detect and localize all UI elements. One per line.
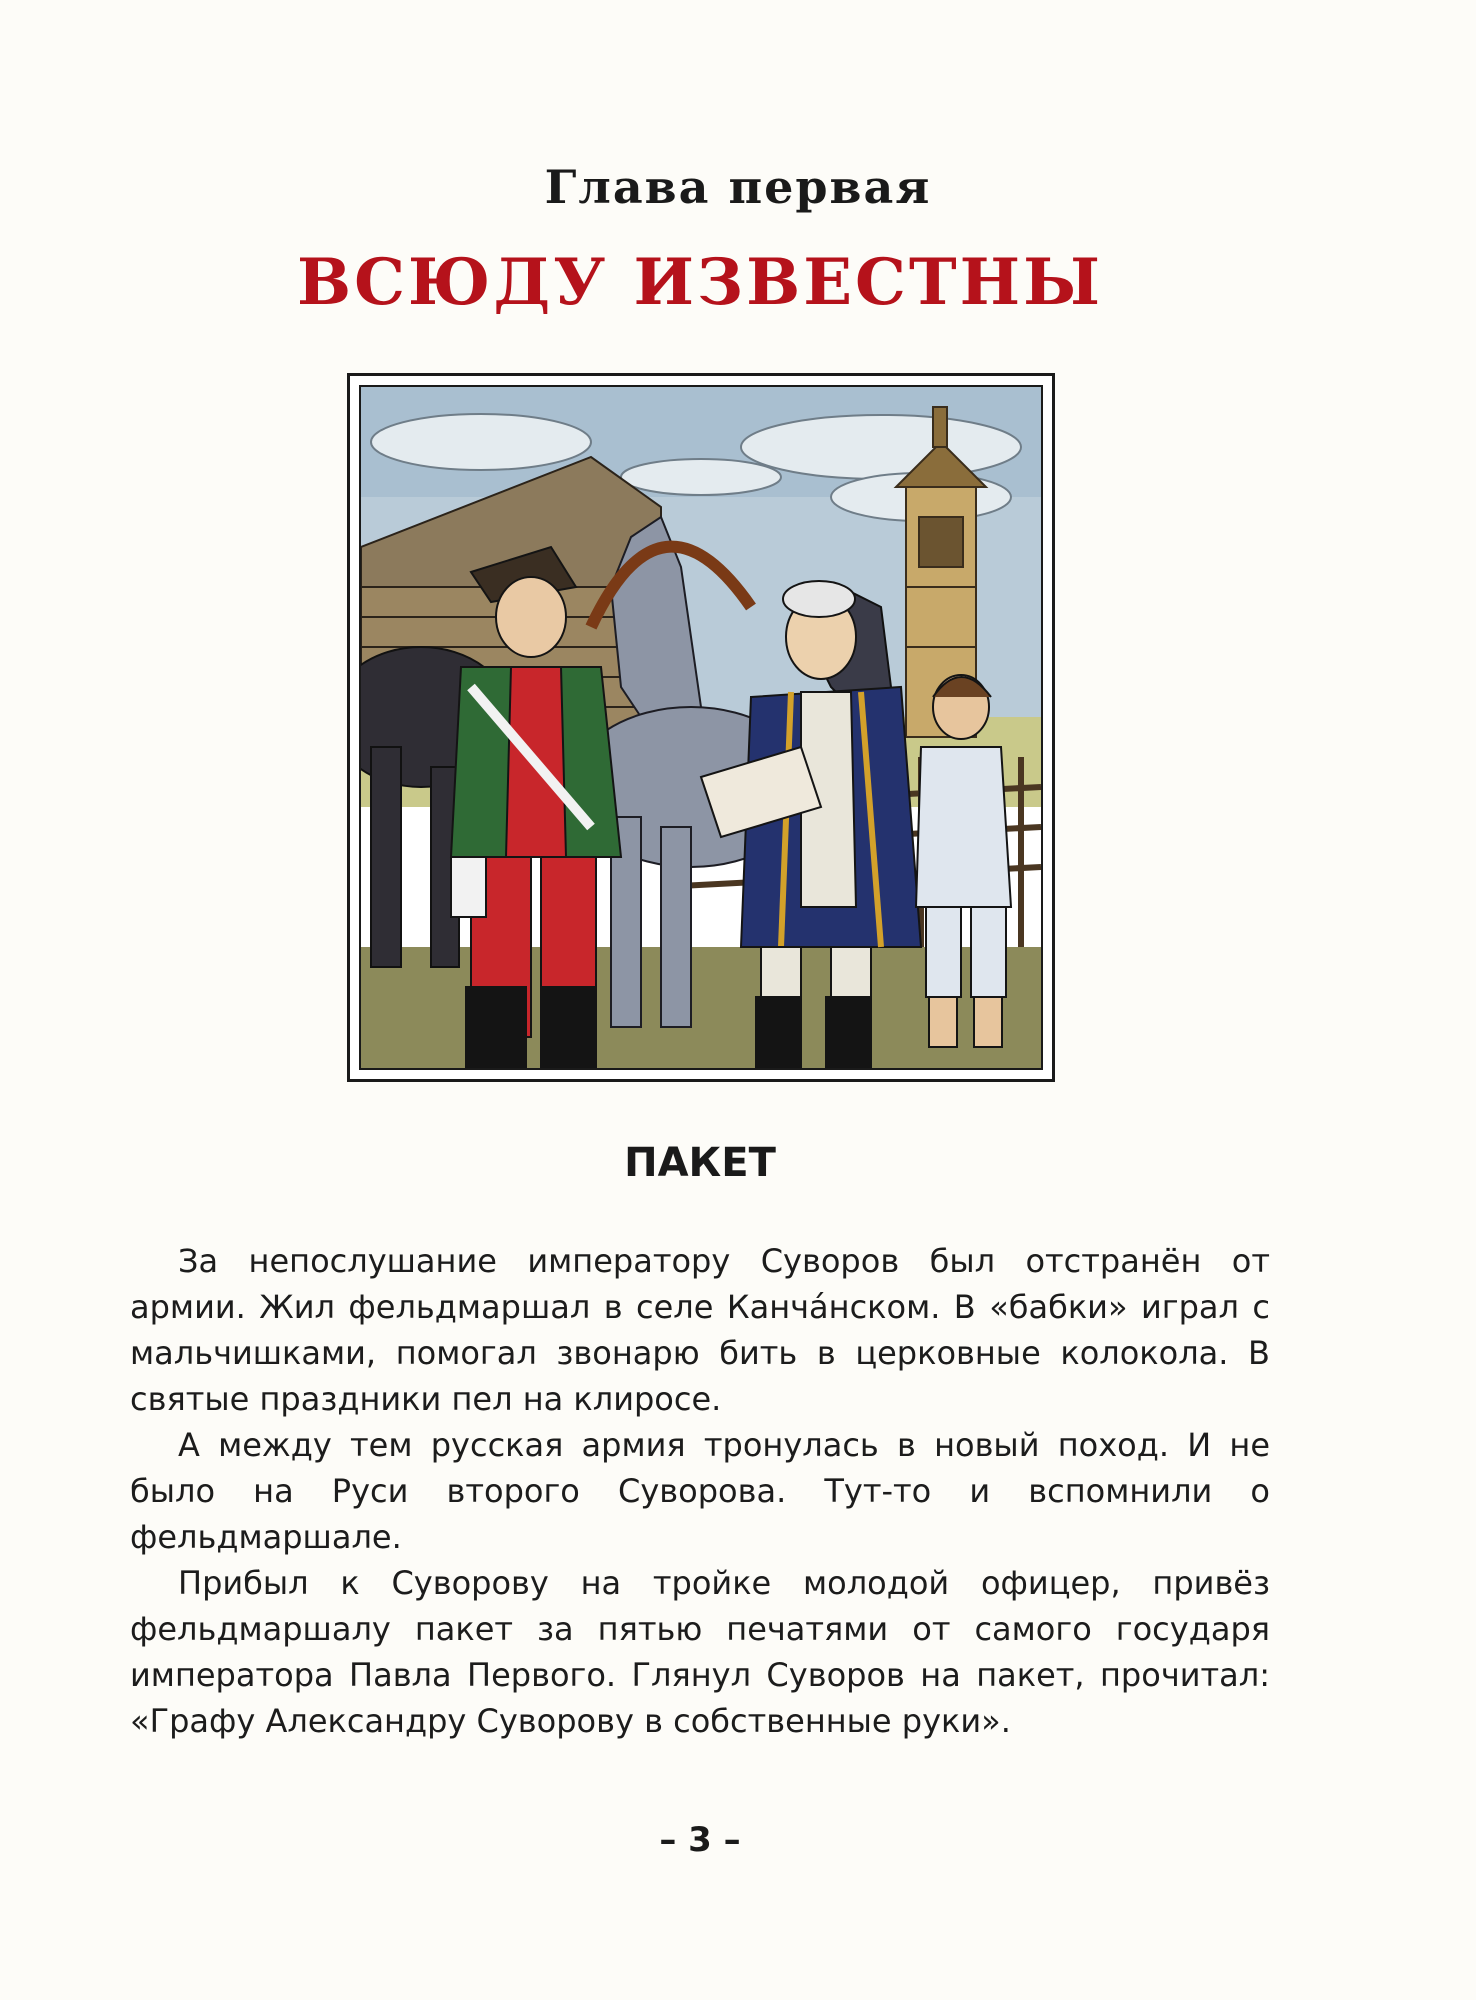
illustration: [359, 385, 1043, 1070]
paragraph: За непослушание императору Суворов был отстранён от армии. Жил фельдмаршал в селе Канча́нском. В «бабки» играл с мальчишками, помогал звонарю бить в церковные колокола. В святые праздники пел на клиросе.: [130, 1242, 1270, 1418]
paragraph: Прибыл к Суворову на тройке молодой офицер, привёз фельдмаршалу пакет за пятью печатями от самого государя императора Павла Первого. Глянул Суворов на пакет, прочитал: «Графу Александру Суворову в собственные руки».: [130, 1564, 1270, 1740]
body-text: [130, 1238, 1270, 1744]
illustration-frame: [347, 373, 1055, 1082]
chapter-title: ВСЮДУ ИЗВЕСТНЫ: [297, 245, 1103, 320]
page-number: – 3 –: [659, 1820, 741, 1860]
section-title: ПАКЕТ: [624, 1140, 776, 1186]
chapter-label: Глава первая: [544, 160, 932, 214]
paragraph: А между тем русская армия тронулась в новый поход. И не было на Руси второго Суворова. Тут-то и вспомнили о фельдмаршале.: [130, 1426, 1270, 1556]
